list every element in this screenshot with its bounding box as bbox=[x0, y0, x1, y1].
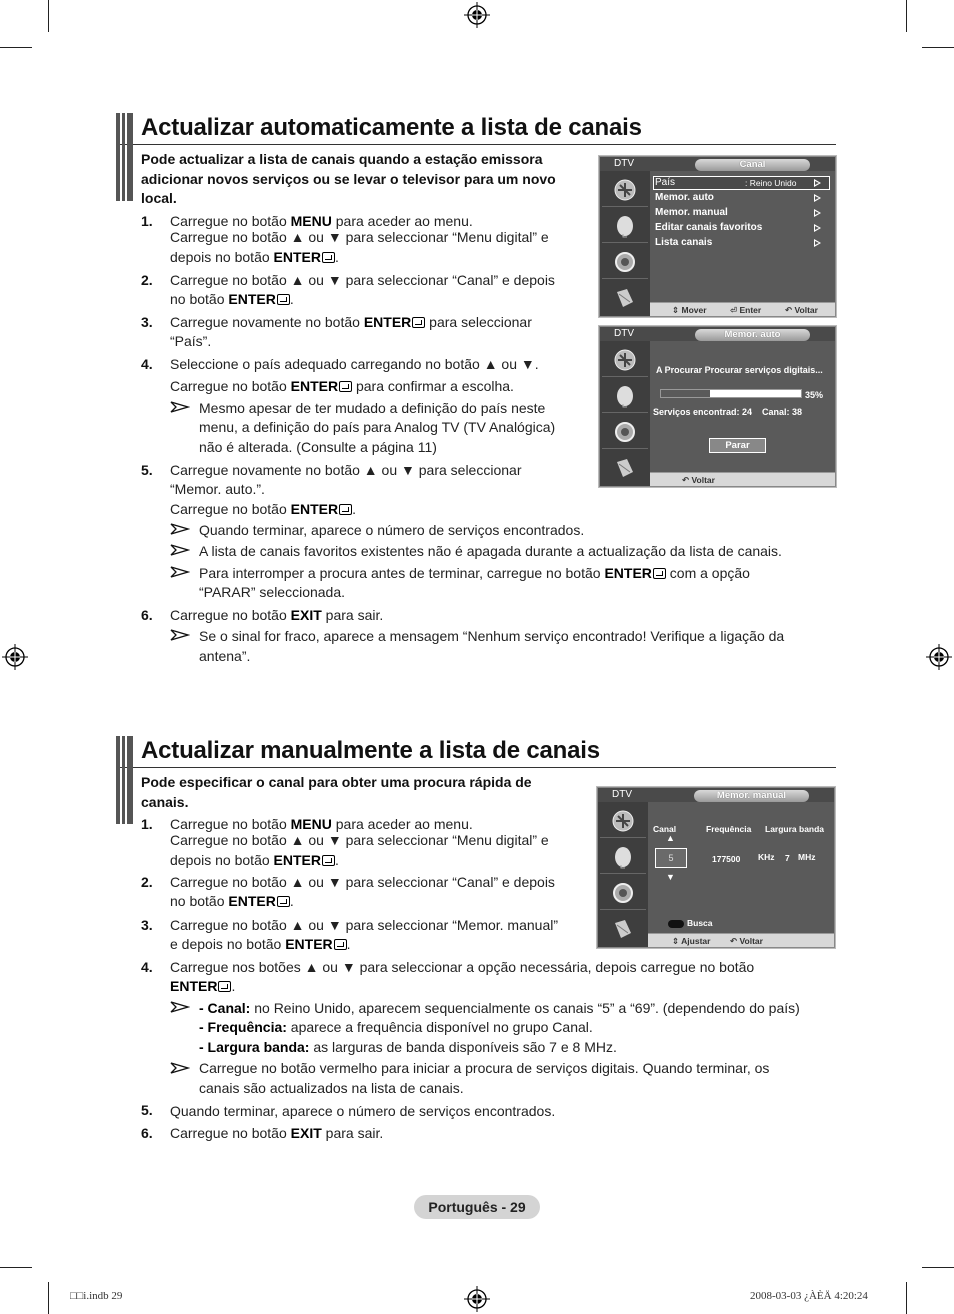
registration-mark-icon bbox=[464, 1286, 490, 1312]
step-text: Carregue no botão ENTER para confirmar a escolha. bbox=[170, 378, 514, 394]
menu-item-value: : Reino Unido bbox=[745, 178, 797, 188]
setup-icon bbox=[602, 281, 648, 315]
picture-icon bbox=[602, 343, 648, 377]
crop-mark bbox=[48, 1282, 49, 1314]
print-slug-left: □□i.indb 29 bbox=[70, 1290, 123, 1302]
registration-mark-icon bbox=[926, 644, 952, 670]
osd-main bbox=[650, 341, 835, 472]
step-text: Carregue no botão ▲ ou ▼ para seleccionar “Menu digital” e bbox=[170, 832, 549, 848]
col-largura-banda: Largura banda bbox=[765, 824, 825, 834]
note-arrow-icon bbox=[170, 565, 190, 579]
step-text: “País”. bbox=[170, 333, 212, 349]
crop-mark bbox=[906, 0, 907, 32]
note-text: - Largura banda: as larguras de banda disponíveis são 7 e 8 MHz. bbox=[199, 1039, 617, 1055]
back-hint: ↶ Voltar bbox=[785, 305, 818, 315]
step-text: Carregue novamente no botão ▲ ou ▼ para seleccionar bbox=[170, 462, 522, 478]
osd-dtv-label: DTV bbox=[614, 328, 634, 339]
step-text: Carregue no botão ▲ ou ▼ para seleccionar “Canal” e depois bbox=[170, 272, 555, 288]
enter-hint: ⏎ Enter bbox=[730, 305, 762, 315]
registration-mark-icon bbox=[464, 2, 490, 28]
step-number: 4. bbox=[141, 959, 153, 975]
step-text: depois no botão ENTER . bbox=[170, 249, 339, 265]
note-text: Se o sinal for fraco, aparece a mensagem “Nenhum serviço encontrado! Verifique a ligação da bbox=[199, 628, 785, 644]
step-text: “Memor. auto.”. bbox=[170, 481, 265, 497]
note-text: Mesmo apesar de ter mudado a definição do país neste bbox=[199, 400, 546, 416]
note-text: Para interromper a procura antes de terminar, carregue no botão ENTER com a opção bbox=[199, 565, 750, 581]
note-text: Carregue no botão vermelho para iniciar a procura de serviços digitais. Quando terminar, os bbox=[199, 1060, 770, 1076]
menu-item-memor-auto[interactable]: Memor. auto bbox=[655, 192, 714, 203]
note-arrow-icon bbox=[170, 1061, 190, 1075]
page-number: Português - 29 bbox=[414, 1195, 540, 1219]
arrow-down-icon[interactable]: ▼ bbox=[666, 872, 675, 882]
back-hint: ↶ Voltar bbox=[682, 475, 715, 485]
menu-item-pais[interactable]: País bbox=[655, 177, 676, 188]
osd-canal-menu bbox=[599, 156, 836, 317]
red-button-icon[interactable] bbox=[668, 920, 684, 928]
enter-icon bbox=[339, 381, 352, 392]
back-hint: ↶ Voltar bbox=[730, 936, 763, 946]
enter-icon bbox=[322, 855, 335, 866]
mhz-label: MHz bbox=[798, 852, 816, 862]
step-number: 3. bbox=[141, 917, 153, 933]
note-arrow-icon bbox=[170, 628, 190, 642]
step-text: Quando terminar, aparece o número de serviços encontrados. bbox=[170, 1103, 556, 1119]
arrow-right-icon bbox=[814, 239, 821, 247]
osd-memor-auto bbox=[599, 326, 836, 487]
note-text: Quando terminar, aparece o número de serviços encontrados. bbox=[199, 522, 585, 538]
step-number: 6. bbox=[141, 607, 153, 623]
note-text: “PARAR” seleccionada. bbox=[199, 584, 346, 600]
section-heading bbox=[116, 736, 836, 768]
note-text: não é alterada. (Consulte a página 11) bbox=[199, 439, 437, 455]
canal-input[interactable]: 5 bbox=[655, 848, 687, 868]
osd-dtv-label: DTV bbox=[612, 789, 632, 800]
step-text: Carregue nos botões ▲ ou ▼ para seleccionar a opção necessária, depois carregue no botão bbox=[170, 959, 755, 975]
osd-footer bbox=[648, 933, 834, 947]
note-arrow-icon bbox=[170, 1000, 190, 1014]
step-text: e depois no botão ENTER . bbox=[170, 936, 351, 952]
osd-sidebar bbox=[600, 171, 650, 316]
enter-icon bbox=[277, 294, 290, 305]
crop-mark bbox=[0, 47, 32, 48]
note-arrow-icon bbox=[170, 543, 190, 557]
note-text: - Frequência: aparece a frequência disponível no grupo Canal. bbox=[199, 1019, 593, 1035]
enter-icon bbox=[653, 568, 666, 579]
heading-decoration bbox=[116, 113, 136, 201]
crop-mark bbox=[48, 0, 49, 32]
channel-icon bbox=[602, 415, 648, 449]
note-arrow-icon bbox=[170, 522, 190, 536]
intro-text: Pode actualizar a lista de canais quando a estação emissora adicionar novos serviços ou se levar o televisor para um novo local. bbox=[141, 151, 556, 206]
osd-footer bbox=[650, 472, 835, 486]
crop-mark bbox=[922, 47, 954, 48]
section-heading bbox=[116, 113, 836, 145]
enter-icon bbox=[412, 317, 425, 328]
arrow-right-icon bbox=[814, 194, 821, 202]
step-text: Carregue no botão ▲ ou ▼ para seleccionar “Memor. manual” bbox=[170, 917, 559, 933]
registration-mark-icon bbox=[2, 644, 28, 670]
setup-icon bbox=[600, 912, 646, 946]
step-number: 2. bbox=[141, 272, 153, 288]
step-number: 5. bbox=[141, 1102, 153, 1118]
crop-mark bbox=[0, 1267, 32, 1268]
step-text: Carregue no botão EXIT para sair. bbox=[170, 1125, 384, 1141]
step-text: Carregue no botão EXIT para sair. bbox=[170, 607, 384, 623]
frequency-value: 177500 bbox=[712, 854, 741, 864]
step-text: Carregue no botão ▲ ou ▼ para seleccionar “Menu digital” e bbox=[170, 229, 549, 245]
busca-label: Busca bbox=[687, 918, 713, 928]
step-text: Carregue no botão MENU para aceder ao menu. bbox=[170, 213, 473, 229]
osd-sidebar bbox=[600, 341, 650, 486]
enter-icon bbox=[277, 896, 290, 907]
arrow-up-icon[interactable]: ▲ bbox=[666, 833, 675, 843]
picture-icon bbox=[602, 173, 648, 207]
note-text: canais são actualizados na lista de canais. bbox=[199, 1080, 464, 1096]
osd-tab: Canal bbox=[695, 159, 810, 171]
enter-icon bbox=[339, 504, 352, 515]
bandwidth-value: 7 bbox=[785, 853, 790, 863]
note-text: A lista de canais favoritos existentes não é apagada durante a actualização da lista de canais. bbox=[199, 543, 782, 559]
enter-icon bbox=[334, 939, 347, 950]
channel-icon bbox=[600, 876, 646, 910]
menu-item-editar-favoritos[interactable]: Editar canais favoritos bbox=[655, 222, 763, 233]
khz-label: KHz bbox=[758, 852, 775, 862]
note-text: menu, a definição do país para Analog TV (TV Analógica) bbox=[199, 419, 556, 435]
step-text: depois no botão ENTER . bbox=[170, 852, 339, 868]
crop-mark bbox=[906, 1282, 907, 1314]
sound-icon bbox=[602, 379, 648, 413]
arrow-right-icon bbox=[814, 224, 821, 232]
step-number: 3. bbox=[141, 314, 153, 330]
step-text: Carregue no botão ENTER . bbox=[170, 501, 356, 517]
col-frequencia: Frequência bbox=[706, 824, 752, 834]
progress-bar bbox=[660, 389, 802, 398]
step-text: no botão ENTER . bbox=[170, 291, 294, 307]
page-title: Actualizar automaticamente a lista de canais bbox=[141, 114, 642, 141]
arrow-right-icon bbox=[814, 179, 821, 187]
sound-icon bbox=[600, 840, 646, 874]
osd-tab: Memor. manual bbox=[694, 790, 809, 802]
progress-label: 35% bbox=[805, 390, 824, 400]
osd-footer bbox=[650, 302, 835, 316]
step-number: 1. bbox=[141, 213, 153, 229]
osd-memor-manual bbox=[597, 787, 835, 948]
move-hint: ⇕ Mover bbox=[672, 305, 707, 315]
note-text: antena”. bbox=[199, 648, 251, 664]
crop-mark bbox=[922, 1267, 954, 1268]
step-number: 6. bbox=[141, 1125, 153, 1141]
menu-item-memor-manual[interactable]: Memor. manual bbox=[655, 207, 728, 218]
menu-item-lista-canais[interactable]: Lista canais bbox=[655, 237, 713, 248]
osd-dtv-label: DTV bbox=[614, 158, 634, 169]
osd-tab: Memor. auto bbox=[695, 329, 810, 341]
enter-icon bbox=[218, 981, 231, 992]
step-number: 5. bbox=[141, 462, 153, 478]
channel-icon bbox=[602, 245, 648, 279]
col-canal: Canal bbox=[653, 824, 677, 834]
searching-text: A Procurar Procurar serviços digitais... bbox=[656, 365, 823, 375]
highlight-box bbox=[653, 176, 830, 190]
step-text: Carregue no botão MENU para aceder ao menu. bbox=[170, 816, 473, 832]
step-text: no botão ENTER . bbox=[170, 893, 294, 909]
step-text: Seleccione o país adequado carregando no botão ▲ ou ▼. bbox=[170, 356, 539, 372]
section-title: Actualizar manualmente a lista de canais bbox=[141, 737, 600, 764]
step-number: 2. bbox=[141, 874, 153, 890]
step-number: 1. bbox=[141, 816, 153, 832]
print-slug-right: 2008-03-03 ¿ÀÈÄ 4:20:24 bbox=[750, 1290, 868, 1302]
picture-icon bbox=[600, 804, 646, 838]
osd-main bbox=[650, 171, 835, 302]
progress-fill bbox=[661, 390, 710, 397]
channel-found: Canal: 38 bbox=[762, 407, 803, 417]
osd-main bbox=[648, 802, 834, 933]
arrow-right-icon bbox=[814, 209, 821, 217]
setup-icon bbox=[602, 451, 648, 485]
step-text: Carregue no botão ▲ ou ▼ para seleccionar “Canal” e depois bbox=[170, 874, 555, 890]
stop-button[interactable]: Parar bbox=[709, 438, 766, 453]
note-arrow-icon bbox=[170, 400, 190, 414]
adjust-hint: ⇕ Ajustar bbox=[672, 936, 711, 946]
sound-icon bbox=[602, 209, 648, 243]
enter-icon bbox=[322, 252, 335, 263]
note-text: - Canal: no Reino Unido, aparecem sequencialmente os canais “5” a “69”. (dependendo do país) bbox=[199, 1000, 800, 1016]
intro-text: Pode especificar o canal para obter uma procura rápida de canais. bbox=[141, 774, 532, 810]
step-number: 4. bbox=[141, 356, 153, 372]
step-text: Carregue novamente no botão ENTER para seleccionar bbox=[170, 314, 532, 330]
heading-decoration bbox=[116, 736, 136, 824]
step-text: ENTER . bbox=[170, 978, 236, 994]
osd-sidebar bbox=[598, 802, 648, 947]
services-found: Serviços encontrad: 24 bbox=[653, 407, 753, 417]
